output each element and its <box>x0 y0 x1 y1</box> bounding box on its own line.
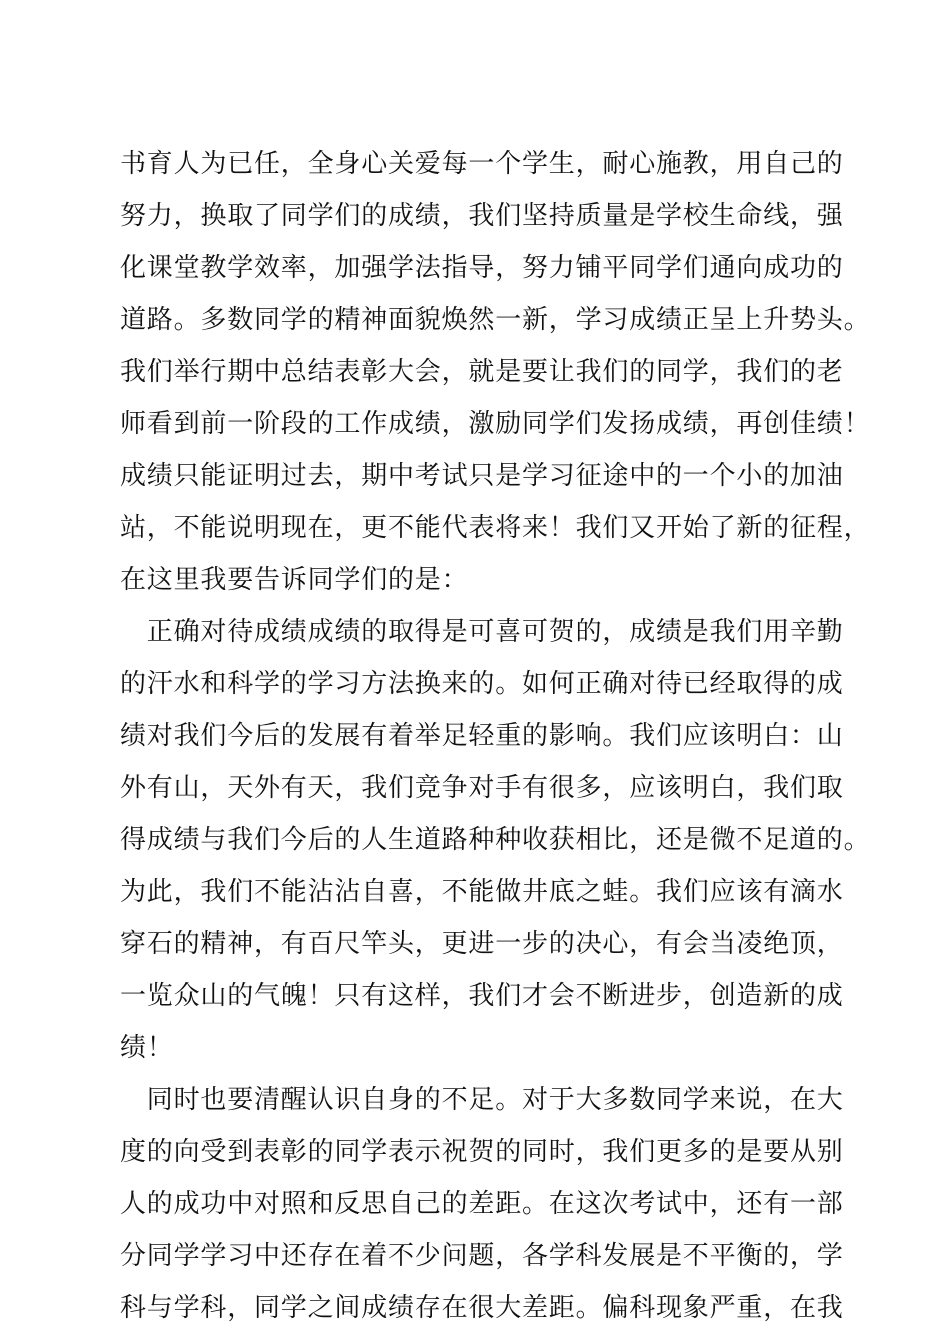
paragraph-1-line-5: 我们举行期中总结表彰大会，就是要让我们的同学，我们的老 <box>120 357 844 387</box>
paragraph-3-line-5: 科与学科，同学之间成绩存在很大差距。偏科现象严重，在我 <box>120 1293 844 1323</box>
paragraph-3-line-4: 分同学学习中还存在着不少问题，各学科发展是不平衡的，学 <box>120 1241 844 1271</box>
paragraph-2-line-1: 正确对待成绩成绩的取得是可喜可贺的，成绩是我们用辛勤 <box>120 617 844 647</box>
paragraph-1-line-2: 努力，换取了同学们的成绩，我们坚持质量是学校生命线，强 <box>120 201 844 231</box>
paragraph-2-line-5: 得成绩与我们今后的人生道路种种收获相比，还是微不足道的。 <box>120 825 871 855</box>
paragraph-1-line-3: 化课堂教学效率，加强学法指导，努力铺平同学们通向成功的 <box>120 253 844 283</box>
paragraph-2-line-2: 的汗水和科学的学习方法换来的。如何正确对待已经取得的成 <box>120 669 844 699</box>
paragraph-1-line-4: 道路。多数同学的精神面貌焕然一新，学习成绩正呈上升势头。 <box>120 305 871 335</box>
paragraph-1-line-7: 成绩只能证明过去，期中考试只是学习征途中的一个小的加油 <box>120 461 844 491</box>
paragraph-2-line-8: 一览众山的气魄！只有这样，我们才会不断进步，创造新的成 <box>120 981 844 1011</box>
paragraph-3-line-3: 人的成功中对照和反思自己的差距。在这次考试中，还有一部 <box>120 1189 844 1219</box>
paragraph-2-line-4: 外有山，天外有天，我们竞争对手有很多，应该明白，我们取 <box>120 773 844 803</box>
paragraph-2-line-6: 为此，我们不能沾沾自喜，不能做井底之蛙。我们应该有滴水 <box>120 877 844 907</box>
body-text <box>120 138 871 1334</box>
paragraph-1-line-9: 在这里我要告诉同学们的是： <box>120 565 469 595</box>
paragraph-3-line-2: 度的向受到表彰的同学表示祝贺的同时，我们更多的是要从别 <box>120 1137 844 1167</box>
paragraph-1-line-6: 师看到前一阶段的工作成绩，激励同学们发扬成绩，再创佳绩！ <box>120 409 871 439</box>
paragraph-1-line-1: 书育人为已任，全身心关爱每一个学生，耐心施教，用自己的 <box>120 149 844 179</box>
paragraph-2-line-3: 绩对我们今后的发展有着举足轻重的影响。我们应该明白：山 <box>120 721 844 751</box>
paragraph-1-line-8: 站，不能说明现在，更不能代表将来！我们又开始了新的征程， <box>120 513 871 543</box>
paragraph-2-line-9: 绩！ <box>120 1033 174 1063</box>
paragraph-2-line-7: 穿石的精神，有百尺竿头，更进一步的决心，有会当凌绝顶， <box>120 929 844 959</box>
paragraph-3-line-1: 同时也要清醒认识自身的不足。对于大多数同学来说，在大 <box>120 1085 844 1115</box>
